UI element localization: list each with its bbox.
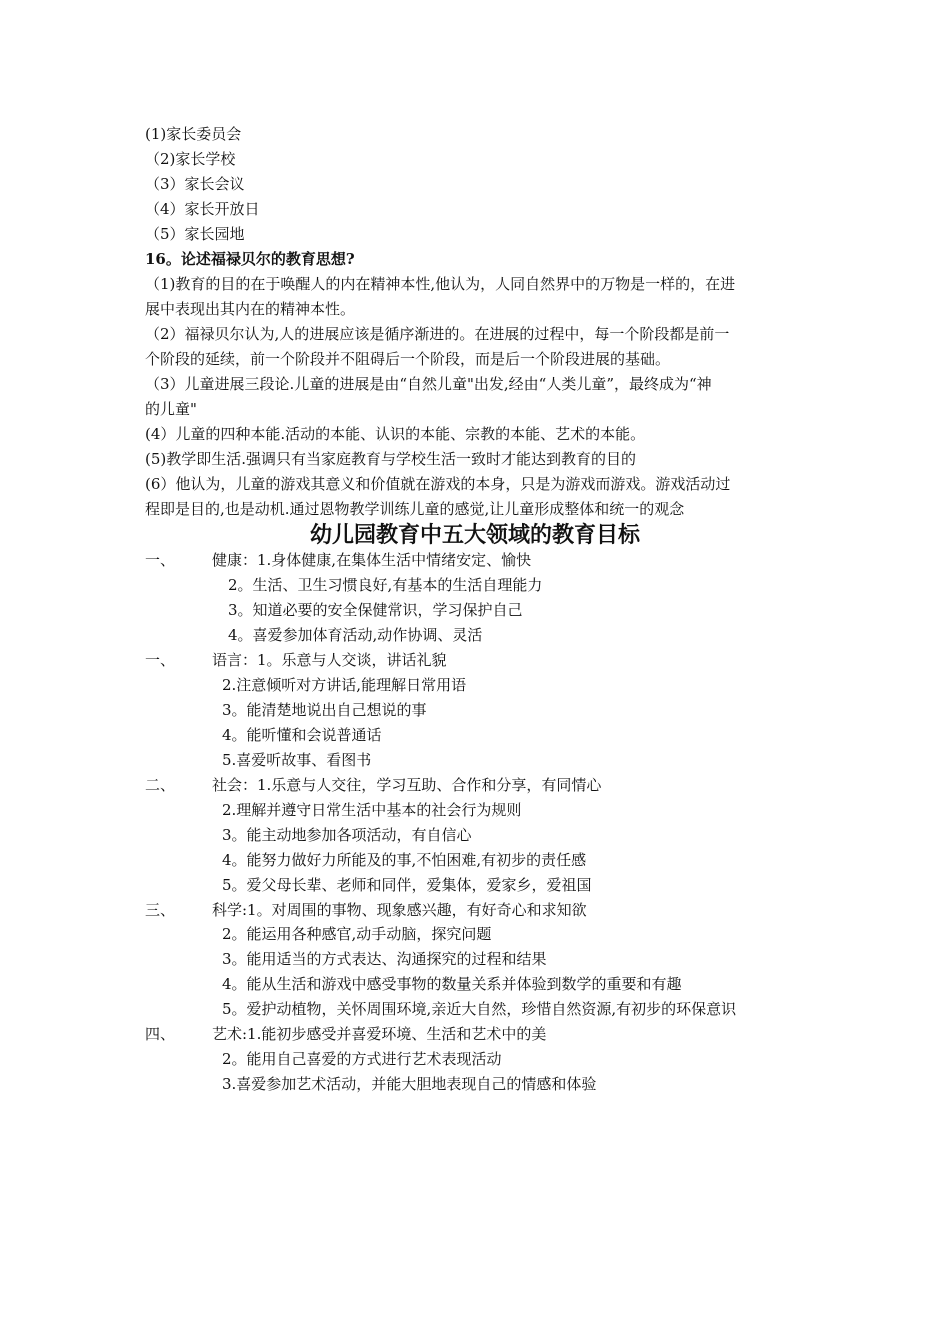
domain-item: 2。能用自己喜爱的方式进行艺术表现活动 (222, 1050, 502, 1068)
domain-number: 三、 (145, 901, 176, 919)
domain-item: 5.喜爱听故事、看图书 (222, 751, 372, 769)
domain-number: 一、 (145, 651, 176, 669)
list-item: （3）家长会议 (145, 175, 245, 193)
domain-heading: 健康：1.身体健康,在集体生活中情绪安定、愉快 (212, 551, 532, 569)
list-item: （5）家长园地 (145, 225, 245, 243)
domain-item: 3。能用适当的方式表达、沟通探究的过程和结果 (222, 950, 547, 968)
answer-line: (6）他认为，儿童的游戏其意义和价值就在游戏的本身，只是为游戏而游戏。游戏活动过 (145, 475, 731, 493)
domain-item: 5。爱护动植物，关怀周围环境,亲近大自然，珍惜自然资源,有初步的环保意识 (222, 1000, 737, 1018)
domain-item: 2。生活、卫生习惯良好,有基本的生活自理能力 (228, 576, 543, 594)
domain-number: 二、 (145, 776, 176, 794)
domain-item: 4。能听懂和会说普通话 (222, 726, 382, 744)
answer-line: (5)教学即生活.强调只有当家庭教育与学校生活一致时才能达到教育的目的 (145, 450, 637, 468)
list-item: （4）家长开放日 (145, 200, 260, 218)
domain-item: 2.注意倾听对方讲话,能理解日常用语 (222, 676, 467, 694)
domain-item: 2.理解并遵守日常生活中基本的社会行为规则 (222, 801, 522, 819)
domain-number: 四、 (145, 1025, 176, 1043)
domain-item: 4。能努力做好力所能及的事,不怕困难,有初步的责任感 (222, 851, 587, 869)
domain-item: 3.喜爱参加艺术活动，并能大胆地表现自己的情感和体验 (222, 1075, 597, 1093)
answer-line: 程即是目的,也是动机.通过恩物教学训练儿童的感觉,让儿童形成整体和统一的观念 (145, 500, 685, 518)
list-item: （2)家长学校 (145, 150, 236, 168)
domain-item: 3。能主动地参加各项活动，有自信心 (222, 826, 472, 844)
domain-item: 3。知道必要的安全保健常识，学习保护自己 (228, 601, 523, 619)
domain-heading: 社会：1.乐意与人交往，学习互助、合作和分享，有同情心 (212, 776, 602, 794)
domain-item: 2。能运用各种感官,动手动脑，探究问题 (222, 925, 492, 943)
section-title: 幼儿园教育中五大领域的教育目标 (309, 522, 640, 548)
domain-item: 4。喜爱参加体育活动,动作协调、灵活 (228, 626, 483, 644)
domain-item: 5。爱父母长辈、老师和同伴，爱集体，爱家乡，爱祖国 (222, 876, 592, 894)
answer-line: 的儿童" (145, 400, 197, 418)
domain-item: 4。能从生活和游戏中感受事物的数量关系并体验到数学的重要和有趣 (222, 975, 682, 993)
question-heading: 16。论述福禄贝尔的教育思想? (145, 250, 355, 268)
answer-line: 展中表现出其内在的精神本性。 (145, 300, 356, 318)
domain-number: 一、 (145, 551, 176, 569)
answer-line: （1)教育的目的在于唤醒人的内在精神本性,他认为，人同自然界中的万物是一样的，在进 (145, 275, 736, 293)
answer-line: (4）儿童的四种本能.活动的本能、认识的本能、宗教的本能、艺术的本能。 (145, 425, 646, 443)
domain-item: 3。能清楚地说出自己想说的事 (222, 701, 427, 719)
domain-heading: 语言：1。乐意与人交谈，讲话礼貌 (212, 651, 447, 669)
answer-line: （2）福禄贝尔认为,人的进展应该是循序渐进的。在进展的过程中，每一个阶段都是前一 (145, 325, 730, 343)
list-item: (1)家长委员会 (145, 125, 242, 143)
domain-heading: 艺术:1.能初步感受并喜爱环境、生活和艺术中的美 (212, 1025, 547, 1043)
domain-heading: 科学:1。对周围的事物、现象感兴趣，有好奇心和求知欲 (212, 901, 587, 919)
answer-line: （3）儿童进展三段论.儿童的进展是由“自然儿童"出发,经由“人类儿童”，最终成为“神 (145, 375, 712, 393)
answer-line: 个阶段的延续，前一个阶段并不阻碍后一个阶段，而是后一个阶段进展的基础。 (145, 350, 671, 368)
